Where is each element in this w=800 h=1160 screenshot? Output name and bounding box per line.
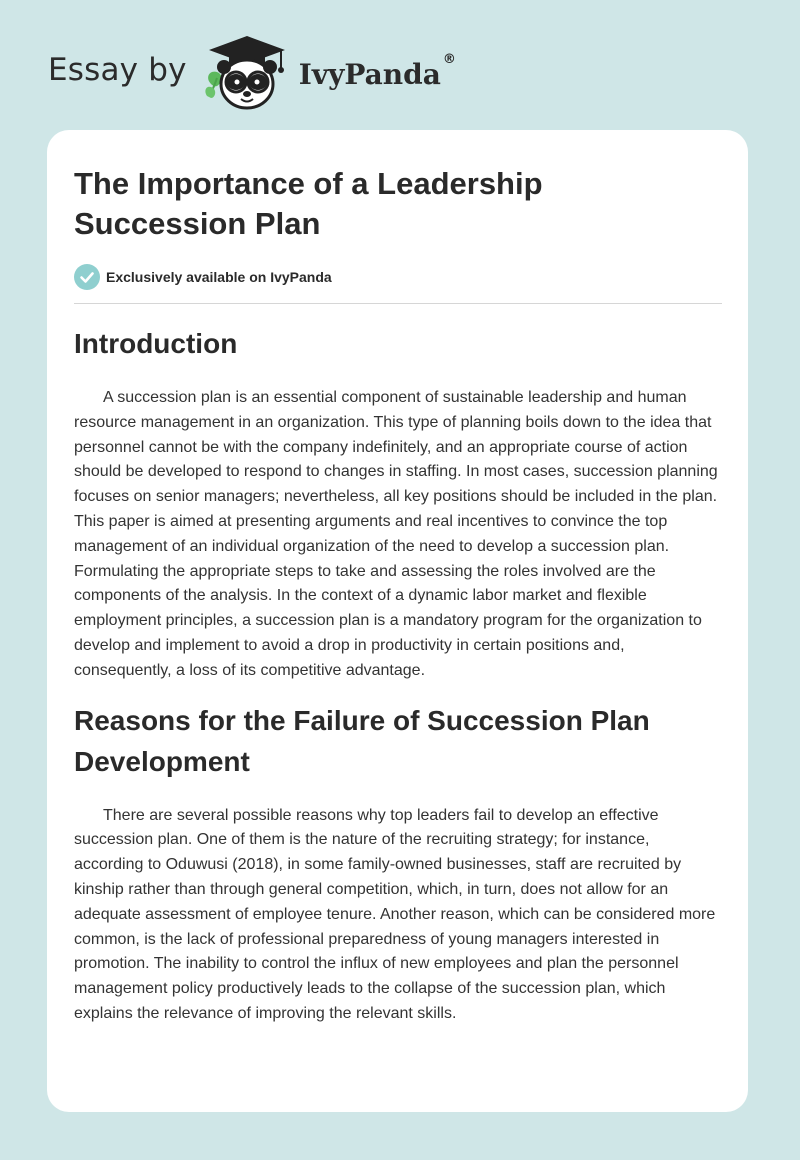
exclusive-badge-label: Exclusively available on IvyPanda — [106, 269, 332, 285]
section-heading: Reasons for the Failure of Succession Plan Development — [74, 704, 650, 777]
section-paragraph: A succession plan is an essential component of sustainable leadership and human resource management in an organization. This type of planning boils down to the idea that personnel cannot be with the company indefinitely, and an appropriate course of action should be developed to respond to changes in staffing. In most cases, succession planning focuses on senior managers; nevertheless, all key positions should be included in the plan. This paper is aimed at presenting arguments and real incentives to convince the top management of an individual organization of the need to develop a succession plan. Formulating the appropriate steps to take and assessing the roles involved are the components of the analysis. In the context of a dynamic labor market and flexible employment principles, a succession plan is a mandatory program for the organization to develop and implement to avoid a drop in productivity in certain positions and, consequently, a loss of its competitive advantage. — [74, 389, 718, 679]
brand-name-text: IvyPanda — [298, 57, 441, 91]
panda-logo-icon[interactable] — [201, 34, 293, 110]
brand-name[interactable] — [298, 51, 456, 91]
registered-mark: ® — [442, 51, 456, 67]
section-heading: Introduction — [74, 328, 238, 359]
checkmark-circle-icon — [74, 264, 100, 290]
essay-content — [74, 164, 722, 1027]
essay-title: The Importance of a Leadership Succession Plan — [74, 166, 543, 241]
section-introduction — [74, 323, 722, 684]
exclusive-badge — [74, 264, 722, 290]
brand-prefix: Essay by — [48, 52, 187, 88]
site-header — [48, 34, 456, 110]
section-reasons-for-failure — [74, 700, 722, 1027]
section-paragraph: There are several possible reasons why top leaders fail to develop an effective succession plan. One of them is the nature of the recruiting strategy; for instance, according to Oduwusi (2018), in some family-owned businesses, staff are recruited by kinship rather than through general competition, which, in turn, does not allow for an adequate assessment of employee tenure. Another reason, which can be considered more common, is the lack of professional preparedness of young managers interested in promotion. The inability to control the influx of new employees and plan the personnel management policy productively leads to the collapse of the succession plan, which explains the relevance of improving the relevant skills. — [74, 806, 716, 1022]
title-divider — [74, 303, 722, 304]
essay-card — [47, 130, 748, 1112]
